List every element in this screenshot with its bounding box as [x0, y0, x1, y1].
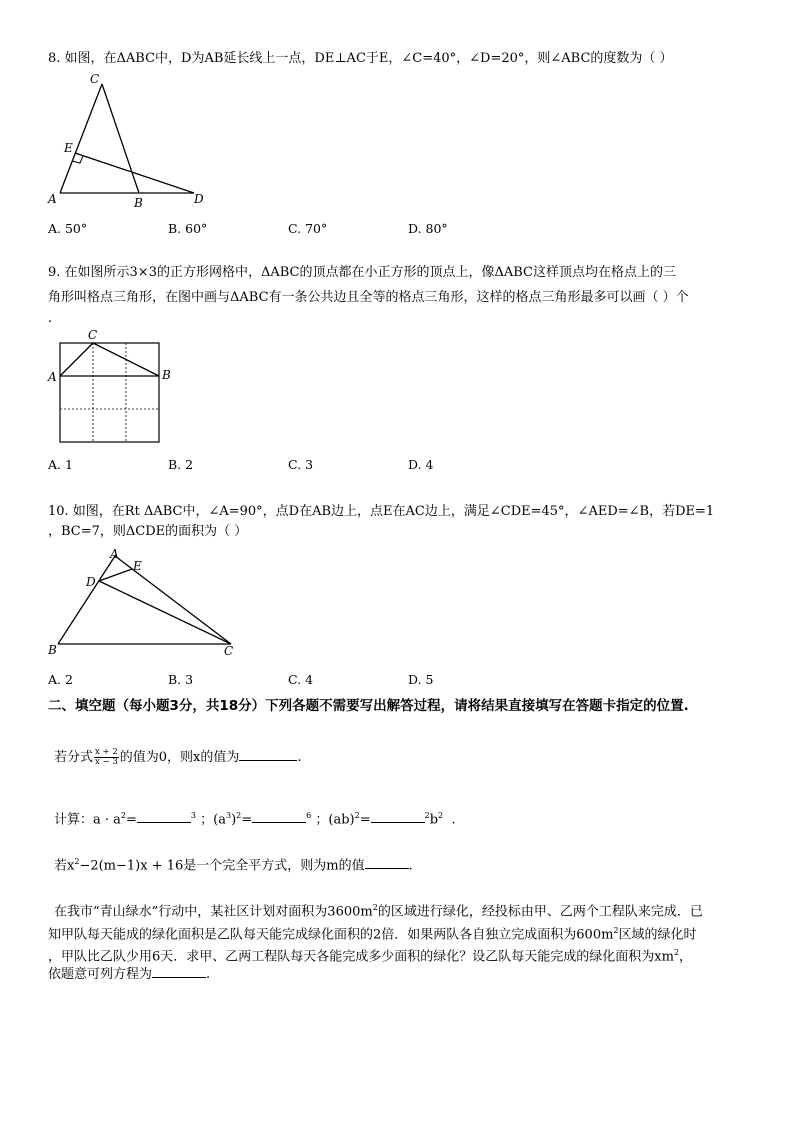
fill2-sup-tail: 2	[438, 811, 444, 820]
q8-label-c: C	[90, 72, 100, 86]
fill2-answer-blank-2[interactable]	[252, 808, 306, 823]
fill2-close2: )	[231, 812, 237, 828]
fill2-sup-after1: 3	[190, 811, 196, 820]
q8-triangle-figure	[44, 70, 214, 210]
question-10-line2: ，BC=7，则ΔCDE的面积为（ ）	[48, 524, 248, 539]
q10-option-a[interactable]: A. 2	[48, 672, 73, 687]
fill2-eq1: =	[126, 812, 137, 828]
fill3-end: .	[408, 858, 413, 874]
question-9-line2: 角形叫格点三角形，在图中画与ΔABC有一条公共边且全等的格点三角形，这样的格点三角形最多可以画（ ）个	[48, 290, 689, 305]
fill4-l4a: 依题意可列方程为	[48, 967, 153, 982]
fill4-l3a: ，甲队比乙队少用6天．求甲、乙两工程队每天各能完成多少面积的绿化？设乙队每天能完成的绿化面积为xm	[48, 949, 674, 965]
q8-option-b[interactable]: B. 60°	[168, 221, 208, 236]
fill1-fraction-den: x − 3	[95, 757, 118, 767]
fill2-sup2: 3	[225, 811, 232, 820]
q10-label-e: E	[133, 559, 142, 573]
fill-question-3	[54, 850, 754, 878]
fill2-sup1: 2	[120, 811, 126, 820]
fill4-answer-blank[interactable]	[152, 963, 206, 978]
q8-option-c[interactable]: C. 70°	[288, 221, 328, 236]
fill1-end: .	[297, 750, 302, 765]
fill2-eq3: =	[359, 812, 371, 828]
q8-label-e: E	[64, 141, 73, 155]
fill4-l3b: ，	[679, 949, 693, 965]
q10-option-d[interactable]: D. 5	[408, 672, 434, 687]
fill1-post: 的值为0，则x的值为	[119, 750, 240, 765]
fill3-answer-blank[interactable]	[365, 854, 409, 869]
fill2-sep1: ；(a	[200, 812, 226, 828]
fill2-pre: 计算：a · a	[54, 812, 121, 828]
question-8-text: 8. 如图，在ΔABC中，D为AB延长线上一点，DE⊥AC于E，∠C=40°，∠D=20°，则∠ABC的度数为（ ）	[48, 51, 673, 66]
q9-label-c: C	[88, 328, 98, 342]
fill4-l3sup: 2	[673, 948, 680, 957]
q10-option-b[interactable]: B. 3	[168, 672, 194, 687]
q10-triangle-figure	[44, 544, 244, 659]
q9-label-a: A	[48, 370, 57, 384]
fill2-end: .	[451, 812, 456, 828]
q9-option-a[interactable]: A. 1	[48, 457, 73, 472]
fill2-sup-after3: 2	[424, 811, 430, 820]
section-2-heading: 二、填空题（每小题3分，共18分）下列各题不需要写出解答过程，请将结果直接填写在答题卡指定的位置.	[48, 698, 689, 714]
q10-label-b: B	[48, 643, 57, 657]
fill3-pre: 若x	[54, 858, 75, 874]
q9-option-c[interactable]: C. 3	[288, 457, 314, 472]
fill2-eq2: =	[241, 812, 253, 828]
fill3-mid: −2(m−1)x + 16是一个完全平方式，则为m的值	[79, 858, 365, 874]
fill1-fraction	[94, 748, 119, 767]
q9-label-b: B	[162, 368, 171, 382]
question-9-line1: 9. 在如图所示3×3的正方形网格中，ΔABC的顶点都在小正方形的顶点上，像ΔABC这样顶点均在格点上的三	[48, 265, 677, 280]
q9-grid-figure	[44, 326, 184, 446]
fill4-l1b: 的区域进行绿化，经投标由甲、乙两个工程队来完成．已	[377, 904, 703, 920]
fill2-tail: b	[429, 812, 439, 828]
fill4-l2a: 知甲队每天能成的绿化面积是乙队每天能完成绿化面积的2倍．如果两队各自独立完成面积为600m	[48, 927, 614, 943]
q8-option-d[interactable]: D. 80°	[408, 221, 448, 236]
fill1-pre: 若分式	[54, 750, 94, 765]
fill2-answer-blank-1[interactable]	[137, 808, 191, 823]
fill4-l1a: 在我市“青山绿水”行动中，某社区计划对面积为3600m	[54, 904, 373, 920]
q10-label-c: C	[224, 644, 234, 658]
q9-option-d[interactable]: D. 4	[408, 457, 434, 472]
fill2-sup2b: 2	[236, 811, 242, 820]
fill1-fraction-num: x + 2	[95, 747, 118, 757]
question-9-line3: .	[48, 311, 53, 326]
q8-label-a: A	[48, 192, 57, 206]
fill4-l2sup: 2	[613, 926, 619, 935]
fill4-l1sup: 2	[372, 903, 378, 912]
fill2-sup3: 2	[354, 811, 360, 820]
fill2-answer-blank-3[interactable]	[371, 808, 425, 823]
fill2-sup-after2: 6	[306, 811, 312, 820]
fill4-l2b: 区域的绿化时	[618, 927, 697, 943]
fill1-answer-blank[interactable]	[239, 746, 297, 761]
q8-label-b: B	[134, 196, 143, 210]
question-10-line1: 10. 如图，在Rt ΔABC中，∠A=90°，点D在AB边上，点E在AC边上，满足∠CDE=45°，∠AED=∠B，若DE=1	[48, 504, 715, 519]
q10-label-d: D	[86, 575, 96, 589]
fill-question-4-line4	[48, 963, 748, 987]
q10-option-c[interactable]: C. 4	[288, 672, 314, 687]
fill-question-1	[54, 746, 754, 770]
fill4-l4b: .	[206, 967, 211, 982]
fill-question-2	[54, 804, 754, 832]
fill2-sep2: ；(ab)	[315, 812, 355, 828]
fill3-sup: 2	[74, 857, 80, 866]
q8-option-a[interactable]: A. 50°	[48, 221, 88, 236]
q10-label-a: A	[110, 547, 119, 561]
q8-label-d: D	[194, 192, 204, 206]
q9-option-b[interactable]: B. 2	[168, 457, 194, 472]
